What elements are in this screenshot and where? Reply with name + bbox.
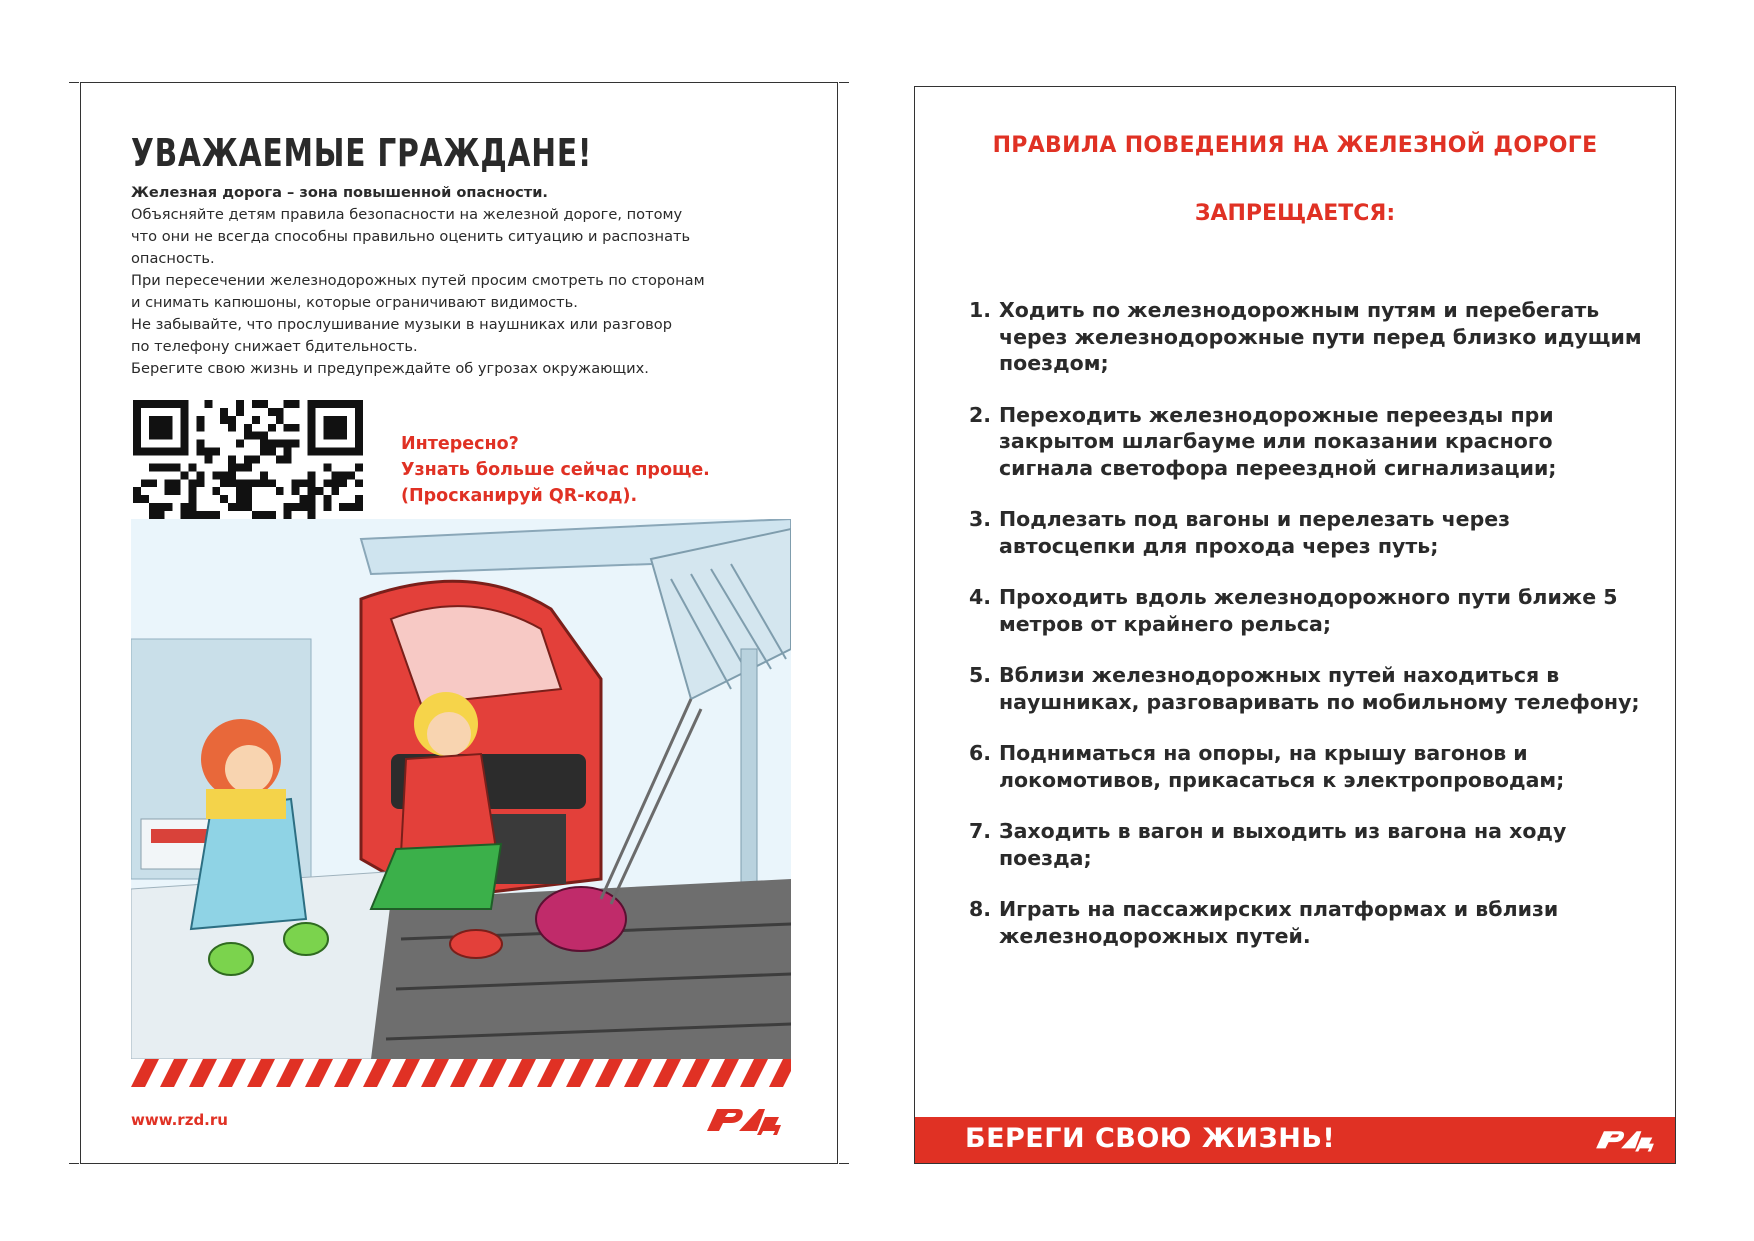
rule-number: 6. (969, 741, 992, 765)
rule-number: 3. (969, 507, 992, 531)
rule-item (969, 506, 1649, 559)
rule-number: 8. (969, 897, 992, 921)
rule-text: Играть на пассажирских платформах и вблизи железнодорожных путей. (999, 897, 1559, 948)
intro-line: что они не всегда способны правильно оценить ситуацию и распознать (131, 228, 691, 245)
rule-text: Проходить вдоль железнодорожного пути ближе 5 метров от крайнего рельса; (999, 585, 1618, 636)
intro-lead: Железная дорога – зона повышенной опасности. (131, 184, 548, 201)
slogan: БЕРЕГИ СВОЮ ЖИЗНЬ! (965, 1123, 1336, 1154)
rule-number: 2. (969, 402, 992, 427)
rule-item (969, 818, 1649, 871)
page-title: УВАЖАЕМЫЕ ГРАЖДАНЕ! (131, 131, 593, 175)
rule-item (969, 297, 1649, 377)
rules-list (969, 297, 1649, 974)
intro-line: Берегите свою жизнь и предупреждайте об угрозах окружающих. (131, 360, 649, 377)
rule-number: 4. (969, 585, 992, 609)
forbidden-heading: ЗАПРЕЩАЕТСЯ: (1194, 201, 1396, 226)
rzd-logo (703, 1101, 785, 1141)
rule-item (969, 662, 1649, 715)
rule-number: 5. (969, 663, 992, 687)
intro-text (131, 182, 791, 380)
rule-text: Заходить в вагон и выходить из вагона на ходу поезда; (999, 819, 1567, 870)
rules-title: ПРАВИЛА ПОВЕДЕНИЯ НА ЖЕЛЕЗНОЙ ДОРОГЕ (992, 133, 1598, 158)
rule-item (969, 584, 1649, 637)
qr-caption-line: Узнать больше сейчас проще. (401, 460, 710, 480)
rule-text: Вблизи железнодорожных путей находиться в наушниках, разговаривать по мобильному телефону; (999, 663, 1640, 714)
rule-text: Ходить по железнодорожным путям и перебегать через железнодорожные пути перед близко идущим поездом; (999, 298, 1642, 375)
rzd-logo-icon (703, 1101, 785, 1137)
website-link[interactable]: www.rzd.ru (131, 1111, 228, 1129)
rzd-logo-icon (1593, 1123, 1657, 1155)
qr-caption-line: Интересно? (401, 434, 519, 454)
rule-text: Переходить железнодорожные переезды при закрытом шлагбауме или показании красного сигнала светофора переездной сигнализации; (999, 402, 1557, 480)
intro-line: по телефону снижает бдительность. (131, 338, 418, 355)
rule-text: Подлезать под вагоны и перелезать через автосцепки для прохода через путь; (999, 507, 1511, 558)
train-children-illustration (131, 519, 791, 1059)
intro-line: опасность. (131, 250, 215, 267)
right-page (914, 86, 1676, 1164)
rule-item (969, 402, 1649, 482)
rule-item (969, 740, 1649, 793)
rule-number: 1. (969, 298, 992, 322)
rule-text: Подниматься на опоры, на крышу вагонов и локомотивов, прикасаться к электропроводам; (999, 741, 1565, 792)
rule-number: 7. (969, 819, 992, 843)
intro-line: Не забывайте, что прослушивание музыки в наушниках или разговор (131, 316, 672, 333)
warning-stripe-band (131, 1059, 791, 1087)
rzd-logo (1593, 1123, 1657, 1159)
qr-caption (401, 431, 710, 509)
qr-caption-line: (Просканируй QR-код). (401, 486, 638, 506)
intro-line: При пересечении железнодорожных путей просим смотреть по сторонам (131, 272, 705, 289)
left-page (80, 82, 838, 1164)
rule-item (969, 896, 1649, 949)
intro-line: Объясняйте детям правила безопасности на железной дороге, потому (131, 206, 683, 223)
intro-line: и снимать капюшоны, которые ограничивают видимость. (131, 294, 578, 311)
slogan-bar (915, 1117, 1675, 1163)
